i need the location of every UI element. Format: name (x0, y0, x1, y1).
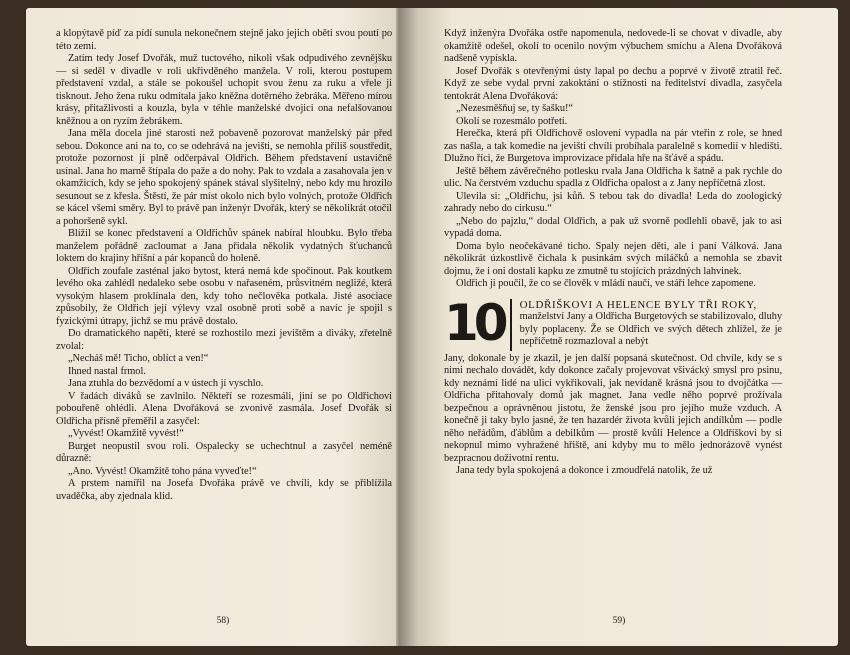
paragraph: Ulevila si: „Oldřichu, jsi kůň. S tebou tak do divadla! Leda do zoologický zahrady nebo do cirkusu.“ (444, 190, 782, 214)
paragraph: Blížil se konec představení a Oldřichův spánek nabíral hloubku. Bylo třeba manželem pořádně zacloumat a Jana přidala několik vydatných šťuchanců loktem do krajiny hříšní a pár kopanců do holeně. (56, 228, 392, 264)
paragraph: „Nebo do pajzlu,“ dodal Oldřich, a pak už svorně podlehli obavě, jak to asi vypadá doma. (444, 215, 782, 239)
paragraph: „Necháš mě! Ticho, oblíct a ven!“ (68, 353, 209, 364)
paragraph: Ještě během závěrečného potlesku rvala Jana Oldřicha k šatně a pak rychle do ulic. Na čerstvém vzduchu spadla z Oldřicha opalost a z Jany nepříčetná zlost. (444, 165, 782, 189)
paragraph: Jana měla docela jiné starosti než pobaveně pozorovat manželský pár před sebou. Dokonce ani na to, co se odehrává na jevišti, se nemohla příliš soustředit, protože pozornost jí plně odčerpával Oldřich. Během představení ustavičně usínal. Jana ho marně štípala do paže a do nohy. Pak to vzdala a zasahovala jen v okamžicích, kdy se jeho spokojený spánek stával slyšitelný, nebo kdy mu hrozilo sesunout se z křesla. Štěstí, že pár míst okolo nich bylo volných, protože Oldřich se kácel všemi směry. Byl to právě pan inženýr Dvořák, který se několikrát otočil a pohoršeně sykl. (56, 128, 392, 227)
chapter-opening (520, 299, 782, 351)
right-page-text-after (444, 353, 782, 478)
paragraph: Když inženýra Dvořáka ostře napomenula, nedovede-li se chovat v divadle, aby okamžitě odešel, okolí to ocenilo novým výbuchem smíchu a Alena Dvořáková nadšeně vypískla. (444, 28, 782, 64)
left-page-number: 58) (216, 616, 230, 626)
paragraph: Doma bylo neočekávané ticho. Spaly nejen děti, ale i paní Válková. Jana několikrát úzkostlivě čichala k pusinkám svých miláčků a nemohla se zbavit dojmu, že i oni dostali kapku ze zmutně tu stojících prázdných lahvinek. (444, 240, 782, 277)
paragraph: „Vyvést! Okamžitě vyvést!“ (68, 428, 184, 439)
paragraph: Jana tedy byla spokojená a dokonce i zmoudřelá natolik, že už (456, 465, 713, 476)
paragraph: a klopýtavě píď za pídí sunula nekonečnem stejně jako jejich oběti svou poutí po této zemi. (56, 28, 392, 52)
right-page-text-before (444, 28, 782, 291)
paragraph: Zatím tedy Josef Dvořák, muž tuctového, nikoli však odpudivého zevnějšku — si seděl v divadle v roli ukřivděného manžela. V roli, kterou postupem představení vzdal, a stále se pokoušel uchopit svou ženu za ruku a vřele ji tisknout. Jeho žena ruku odmítala jako kněžna dotěrného žebráka. Měřeno mírou krásy, přitažlivosti a kouzla, byla v téhle manželské dvojici ona nefalšovanou kněžnou a on ryzím žebrákem. (56, 53, 392, 127)
paragraph: Okolí se rozesmálo potřetí. (456, 115, 568, 127)
paragraph: Do dramatického napětí, které se rozhostilo mezi jevištěm a diváky, zřetelně zvolal: (56, 328, 392, 352)
paragraph: „Ano. Vyvést! Okamžitě toho pána vyveďte!“ (68, 465, 257, 477)
chapter-heading (444, 293, 782, 352)
chapter-number: 10 (444, 299, 512, 351)
chapter-title: OLDŘIŠKOVI A HELENCE BYLY TŘI ROKY, (519, 298, 757, 311)
right-page-number: 59) (612, 616, 626, 626)
paragraph: Oldřich ji poučil, že co se člověk v mládí naučí, ve stáří lehce zapomene. (456, 278, 756, 289)
paragraph: Jana ztuhla do bezvědomí a v ústech jí vyschlo. (68, 378, 264, 389)
paragraph: Josef Dvořák s otevřenými ústy lapal po dechu a poprvé v životě ztratil řeč. Když ze sebe vydal prvni zakoktání o stížnosti na ředitelství divadla, zasyčela tentokrát Alena Dvořáková: (444, 65, 782, 102)
paragraph: Oldřich zoufale zasténal jako bytost, která nemá kde spočinout. Pak koutkem levého oka zahlédl nedaleko sebe osobu v nařaseném, průsvitném negližé, která vysokým hlasem proklínala den, kdy toho nečlověka potkala. Jisté asociace způsobily, že Oldřich její výlevy vzal osobně proti sobě a navíc je spojil s fyzickými útrapy, jichž se mu právě dostalo. (56, 265, 392, 327)
paragraph: A prstem namířil na Josefa Dvořáka právě ve chvíli, kdy se přiblížila uvaděčka, aby zjednala klid. (56, 478, 392, 502)
paragraph: Ihned nastal frmol. (68, 365, 146, 377)
paragraph: Herečka, která při Oldřichově oslovení vypadla na pár vteřin z role, se hned zas našla, a tak komedie na jevišti chvíli probíhala paralelně s komedií v hledišti. Dlužno říci, že Burgetova improvizace přidala hře na šťávě a spádu. (444, 128, 782, 164)
paragraph: „Nezesměšňuj se, ty šašku!“ (456, 103, 573, 114)
paragraph: Burget neopustil svou roli. Ospalecky se uchechtnul a zasyčel neméně důrazně: (56, 440, 392, 464)
paragraph: Jany, dokonale by je zkazil, je jen další popsaná skutečnost. Od chvíle, kdy se s nimi nechalo dovádět, kdy dokonce začaly projevovat všivácký smysl pro psinu, kdy neznámí lidé na ulici vykřikovali, jak nevídaně krásná jsou to dvojčátka — Oldřicha přitahovaly domů jak magnet. Jana vedle něho poprvé prožívala bezpečnou a oprávněnou jistotu, že ženské jsou pro jejího muže vzduch. A konečně ji taky bylo jasné, že ten hazardér života kvůli jejich andílkům — podle něho neřádům, ďáblům a debilkům — prostě kvůli Helence a Oldříškovi by si nekopnul mimo vyhražené hřiště, ani kdyby mu to mělo jednorázově vynést bezpracnou doživotní rentu. (444, 352, 782, 464)
left-page (26, 8, 420, 646)
paragraph: V řadách diváků se zavlnilo. Někteří se rozesmáli, jiní se po Oldřichovi pobouřeně ohlédli. Alena Dvořáková se zvonivě zasmála. Josef Dvořák si Oldřicha přísně přeměřil a zasyčel: (56, 390, 392, 427)
left-page-text (56, 28, 392, 503)
chapter-first-lines: manželství Jany a Oldřicha Burgetových se stabilizovalo, dluhy byly poplaceny. Že se Oldřich ve svých dětech zhlížel, že je nepříčetně rozmazloval a nebýt (519, 311, 782, 347)
right-page (400, 8, 838, 646)
